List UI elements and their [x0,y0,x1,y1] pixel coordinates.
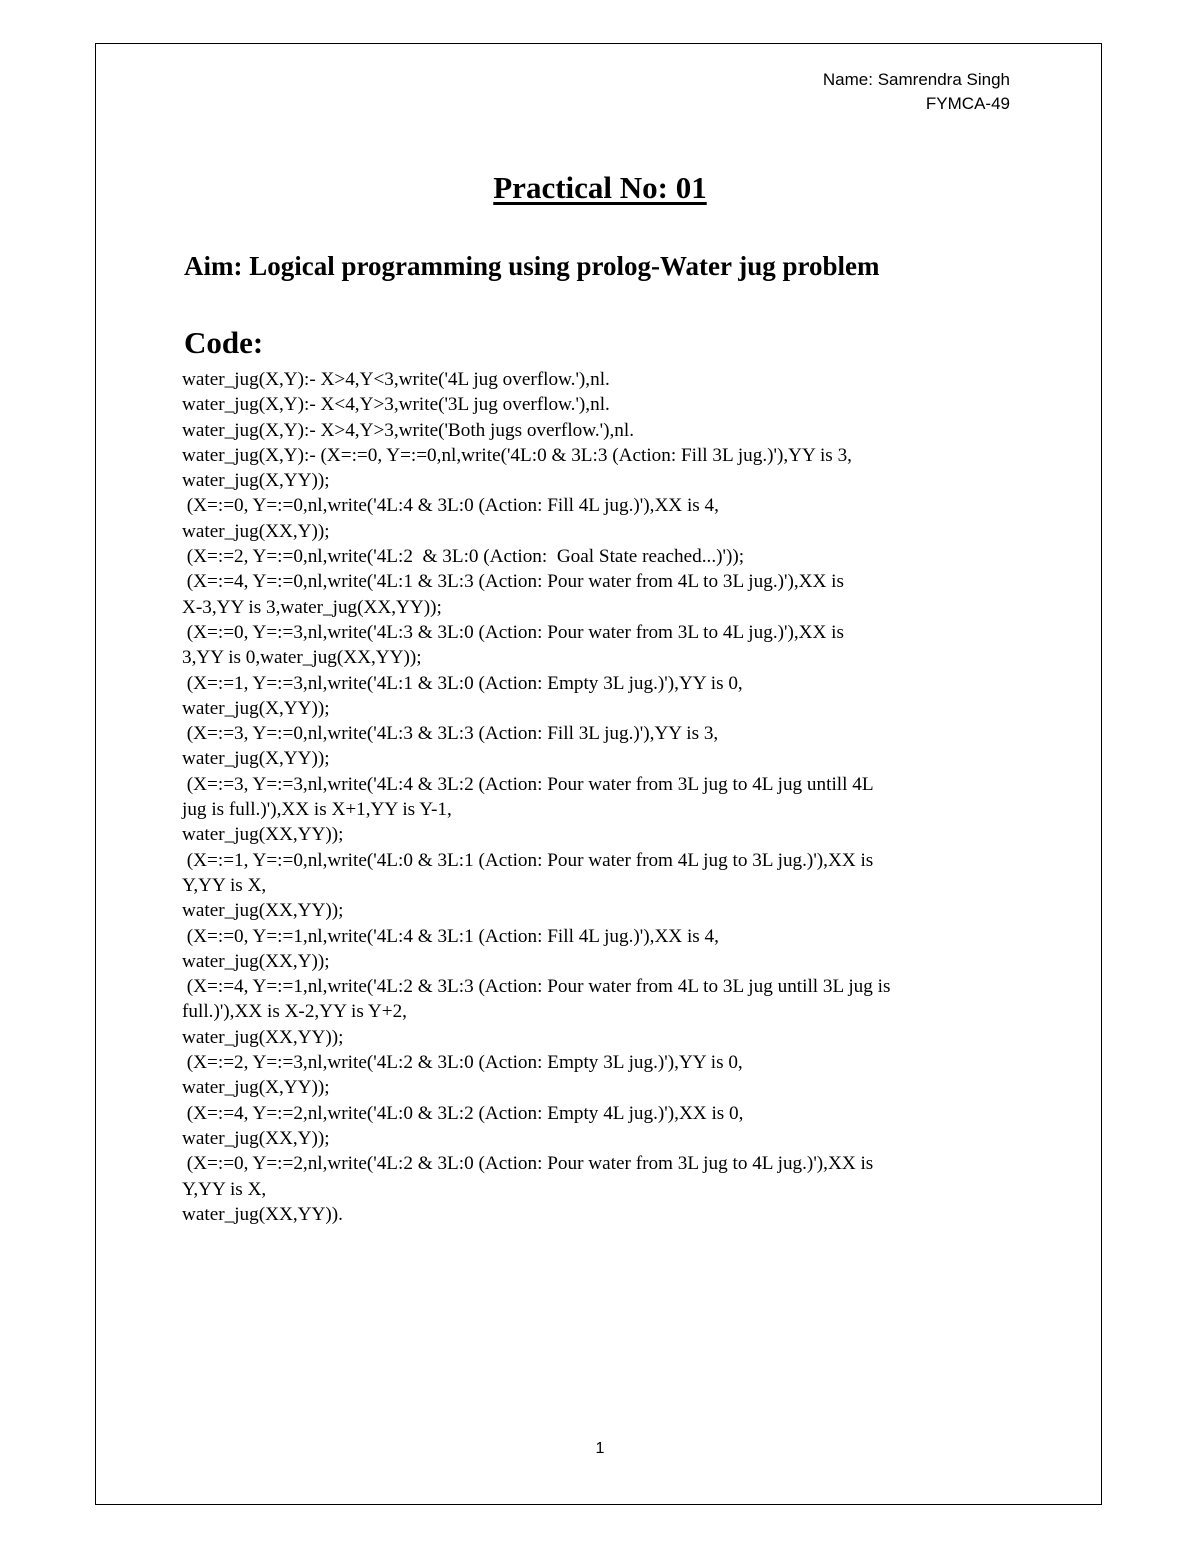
code-line: X-3,YY is 3,water_jug(XX,YY)); [182,596,442,618]
code-line: water_jug(X,YY)); [182,697,330,719]
code-line: water_jug(XX,Y)); [182,950,330,972]
code-line: water_jug(XX,Y)); [182,1127,330,1149]
code-line: (X=:=2, Y=:=0,nl,write('4L:2 & 3L:0 (Action: Goal State reached...)')); [182,546,745,568]
code-line: (X=:=2, Y=:=3,nl,write('4L:2 & 3L:0 (Action: Empty 3L jug.)'),YY is 0, [182,1052,743,1074]
code-line: (X=:=3, Y=:=0,nl,write('4L:3 & 3L:3 (Action: Fill 3L jug.)'),YY is 3, [182,723,719,745]
code-line: jug is full.)'),XX is X+1,YY is Y-1, [182,799,452,821]
header-info [823,68,1010,116]
code-line: Y,YY is X, [182,1178,267,1200]
code-line: water_jug(X,YY)); [182,748,330,770]
code-line: water_jug(X,Y):- X<4,Y>3,write('3L jug overflow.'),nl. [182,394,610,416]
roll-number: FYMCA-49 [925,94,1010,113]
aim-heading: Aim: Logical programming using prolog-Water jug problem [184,251,880,281]
code-line: full.)'),XX is X-2,YY is Y+2, [182,1001,407,1023]
code-line: (X=:=4, Y=:=1,nl,write('4L:2 & 3L:3 (Action: Pour water from 4L to 3L jug untill 3L jug is [182,976,891,998]
code-line: water_jug(XX,YY)); [182,1026,344,1048]
code-line: (X=:=1, Y=:=3,nl,write('4L:1 & 3L:0 (Action: Empty 3L jug.)'),YY is 0, [182,672,743,694]
page-title: Practical No: 01 [493,170,707,205]
code-line: (X=:=0, Y=:=2,nl,write('4L:2 & 3L:0 (Action: Pour water from 3L jug to 4L jug.)'),XX is [182,1153,874,1175]
code-line: water_jug(X,YY)); [182,1077,330,1099]
code-line: (X=:=0, Y=:=3,nl,write('4L:3 & 3L:0 (Action: Pour water from 3L to 4L jug.)'),XX is [182,621,844,643]
student-name: Name: Samrendra Singh [822,70,1010,89]
page-number: 1 [595,1440,605,1457]
code-line: water_jug(X,Y):- (X=:=0, Y=:=0,nl,write('4L:0 & 3L:3 (Action: Fill 3L jug.)'),YY is 3, [182,444,852,466]
code-heading: Code: [184,325,264,360]
code-line: water_jug(XX,YY)). [182,1203,343,1225]
code-line: water_jug(X,Y):- X>4,Y>3,write('Both jugs overflow.'),nl. [182,419,635,441]
code-line: water_jug(X,YY)); [182,470,330,492]
code-line: 3,YY is 0,water_jug(XX,YY)); [182,647,422,669]
code-line: (X=:=4, Y=:=0,nl,write('4L:1 & 3L:3 (Action: Pour water from 4L to 3L jug.)'),XX is [182,571,844,593]
code-line: (X=:=0, Y=:=1,nl,write('4L:4 & 3L:1 (Action: Fill 4L jug.)'),XX is 4, [182,925,719,947]
code-line: water_jug(XX,Y)); [182,520,330,542]
code-line: (X=:=4, Y=:=2,nl,write('4L:0 & 3L:2 (Action: Empty 4L jug.)'),XX is 0, [182,1102,744,1124]
code-line: Y,YY is X, [182,874,267,896]
code-line: (X=:=0, Y=:=0,nl,write('4L:4 & 3L:0 (Action: Fill 4L jug.)'),XX is 4, [182,495,719,517]
code-block [182,367,1002,1227]
code-line: water_jug(X,Y):- X>4,Y<3,write('4L jug overflow.'),nl. [182,369,610,390]
code-line: water_jug(XX,YY)); [182,824,344,846]
code-line: (X=:=1, Y=:=0,nl,write('4L:0 & 3L:1 (Action: Pour water from 4L jug to 3L jug.)'),XX is [182,849,874,871]
code-line: (X=:=3, Y=:=3,nl,write('4L:4 & 3L:2 (Action: Pour water from 3L jug to 4L jug untill 4L [182,773,874,795]
code-line: water_jug(XX,YY)); [182,900,344,922]
